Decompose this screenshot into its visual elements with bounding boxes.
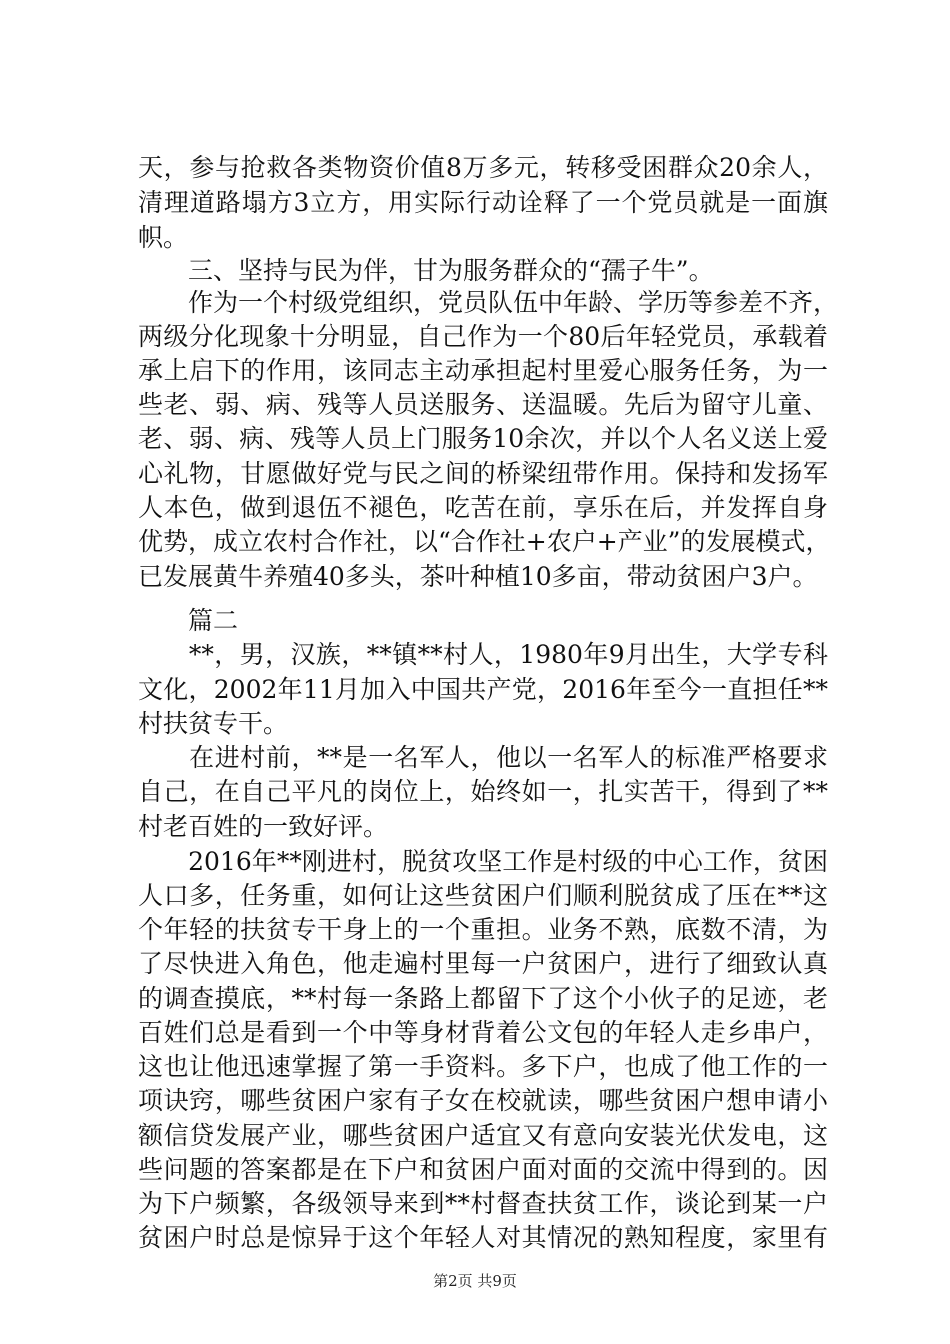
- text-line: 文化，2002年11月加入中国共产党，2016年至今一直担任**: [138, 675, 828, 704]
- text-line: 村扶贫专干。: [138, 709, 289, 738]
- text-line: 些老、弱、病、残等人员送服务、送温暖。先后为留守儿童、: [138, 390, 828, 419]
- text-line: 了尽快进入角色，他走遍村里每一户贫困户，进行了细致认真: [138, 949, 828, 978]
- text-line: 贫困户时总是惊异于这个年轻人对其情况的熟知程度，家里有: [138, 1223, 828, 1252]
- text-line: 自己，在自己平凡的岗位上，始终如一，扎实苦干，得到了**: [138, 777, 828, 806]
- text-line: 百姓们总是看到一个中等身材背着公文包的年轻人走乡串户，: [138, 1018, 828, 1047]
- text-line: 些问题的答案都是在下户和贫困户面对面的交流中得到的。因: [138, 1155, 828, 1184]
- text-line: 作为一个村级党组织，党员队伍中年龄、学历等参差不齐，: [138, 288, 839, 317]
- text-line: 项诀窍，哪些贫困户家有子女在校就读，哪些贫困户想申请小: [138, 1086, 828, 1115]
- text-line: 三、坚持与民为伴，甘为服务群众的“孺子牛”。: [138, 256, 714, 285]
- text-line: 额信贷发展产业，哪些贫困户适宜又有意向安装光伏发电，这: [138, 1121, 828, 1150]
- text-line: 村老百姓的一致好评。: [138, 812, 389, 841]
- text-line: 2016年**刚进村，脱贫攻坚工作是村级的中心工作，贫困: [138, 847, 828, 876]
- text-line: 为下户频繁，各级领导来到**村督查扶贫工作，谈论到某一户: [138, 1189, 828, 1218]
- text-line: 已发展黄牛养殖40多头，茶叶种植10多亩，带动贫困户3户。: [138, 562, 818, 591]
- text-line: 在进村前，**是一名军人，他以一名军人的标准严格要求: [138, 743, 828, 772]
- text-line: 两级分化现象十分明显，自己作为一个80后年轻党员，承载着: [138, 322, 828, 351]
- text-line: 优势，成立农村合作社，以“合作社+农户+产业”的发展模式，: [138, 527, 831, 556]
- text-line: 清理道路塌方3立方，用实际行动诠释了一个党员就是一面旗: [138, 188, 828, 217]
- text-line: **，男，汉族，**镇**村人，1980年9月出生，大学专科: [138, 640, 828, 669]
- text-line: 的调查摸底，**村每一条路上都留下了这个小伙子的足迹，老: [138, 984, 828, 1013]
- text-line: 帜。: [138, 223, 189, 252]
- text-line: 天，参与抢救各类物资价值8万多元，转移受困群众20余人，: [138, 153, 828, 182]
- text-line: 篇二: [138, 606, 239, 635]
- text-line: 承上启下的作用，该同志主动承担起村里爱心服务任务，为一: [138, 356, 828, 385]
- text-line: 人本色，做到退伍不褪色，吃苦在前，享乐在后，并发挥自身: [138, 493, 828, 522]
- text-line: 心礼物，甘愿做好党与民之间的桥梁纽带作用。保持和发扬军: [138, 459, 828, 488]
- text-line: 个年轻的扶贫专干身上的一个重担。业务不熟，底数不清，为: [138, 915, 828, 944]
- text-line: 老、弱、病、残等人员上门服务10余次，并以个人名义送上爱: [138, 424, 828, 453]
- text-line: 这也让他迅速掌握了第一手资料。多下户，也成了他工作的一: [138, 1052, 828, 1081]
- page-footer: 第2页 共9页: [433, 1272, 517, 1290]
- text-line: 人口多，任务重，如何让这些贫困户们顺利脱贫成了压在**这: [138, 881, 828, 910]
